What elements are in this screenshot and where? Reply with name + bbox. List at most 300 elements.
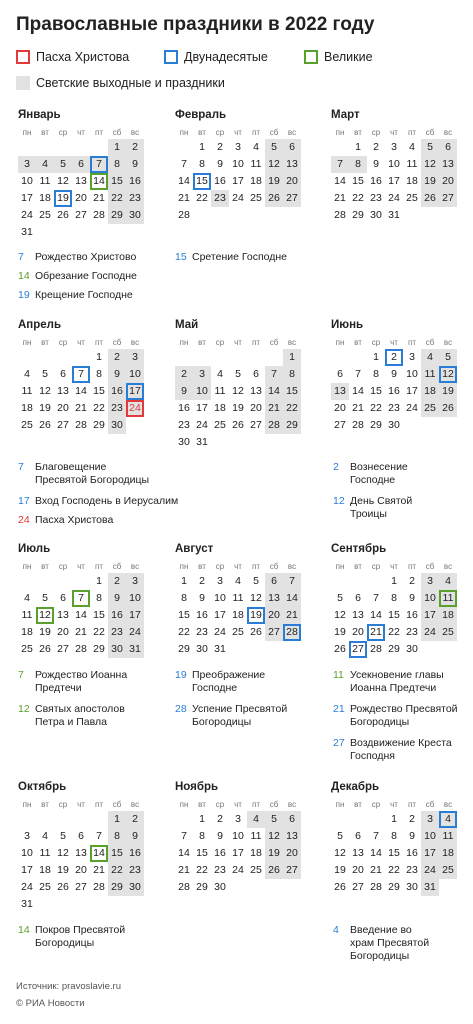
week-row: [18, 366, 144, 383]
day-cell: 23: [211, 190, 229, 207]
day-cell: 8: [199, 830, 205, 842]
holiday-item: [333, 703, 472, 729]
day-cell: 16: [126, 845, 144, 862]
day-cell: 24: [126, 624, 144, 641]
empty-cell: [229, 434, 247, 451]
weekday-label: ср: [371, 127, 381, 137]
day-cell: 16: [126, 173, 144, 190]
weekday-label: ср: [58, 337, 68, 347]
weekday-header: [18, 125, 144, 139]
day-cell: 11: [232, 592, 244, 604]
day-cell: 26: [421, 190, 439, 207]
day-cell: 1: [355, 141, 361, 153]
day-cell: 25: [439, 624, 457, 641]
day-cell: 4: [421, 349, 439, 366]
day-cell: 12: [57, 847, 69, 859]
day-cell: 20: [75, 192, 87, 204]
day-cell: 26: [334, 881, 346, 893]
week-row: [331, 156, 457, 173]
day-cell: 6: [60, 368, 66, 380]
day-cell: 20: [283, 845, 301, 862]
week-row: [331, 590, 457, 607]
week-row: [331, 879, 457, 896]
day-cell: 27: [265, 624, 283, 641]
day-cell: 31: [196, 436, 208, 448]
weekday-label: вс: [287, 337, 297, 347]
weekday-label: чт: [77, 127, 85, 137]
week-row: [18, 862, 144, 879]
empty-cell: [421, 417, 439, 434]
day-cell: 7: [331, 156, 349, 173]
day-cell: 10: [21, 175, 33, 187]
day-cell: 12: [36, 607, 54, 624]
day-cell: 16: [108, 607, 126, 624]
day-cell: 18: [232, 609, 244, 621]
month-calendar: [18, 543, 144, 658]
weekday-label: пн: [179, 337, 189, 347]
week-row: [18, 349, 144, 366]
day-cell: 22: [93, 626, 105, 638]
day-cell: 5: [42, 592, 48, 604]
month-name: Июль: [18, 543, 51, 555]
day-cell: 5: [253, 575, 259, 587]
weekday-header: [331, 125, 457, 139]
week-row: [18, 573, 144, 590]
day-cell: 23: [108, 400, 126, 417]
page-title: Православные праздники в 2022 году: [16, 14, 375, 35]
week-row: [18, 383, 144, 400]
day-cell: 6: [72, 156, 90, 173]
holiday-item: [18, 924, 155, 950]
empty-cell: [18, 573, 36, 590]
day-cell: 26: [57, 881, 69, 893]
day-cell: 22: [352, 192, 364, 204]
day-cell: 10: [193, 383, 211, 400]
week-row: [175, 383, 301, 400]
day-cell: 25: [21, 643, 33, 655]
day-cell: 28: [370, 881, 382, 893]
holiday-date: 17: [18, 495, 30, 507]
day-cell: 9: [409, 592, 415, 604]
week-row: [175, 607, 301, 624]
day-cell: 19: [421, 173, 439, 190]
day-cell: 7: [96, 830, 102, 842]
empty-cell: [247, 641, 265, 658]
day-cell: 6: [265, 573, 283, 590]
day-cell: 21: [75, 626, 87, 638]
day-cell: 8: [283, 366, 301, 383]
week-row: [331, 607, 457, 624]
day-cell: 7: [373, 830, 379, 842]
weekday-label: вт: [198, 337, 206, 347]
holiday-name: Рождество Христово: [35, 251, 137, 263]
day-cell: 21: [367, 624, 385, 641]
empty-cell: [283, 207, 301, 224]
empty-cell: [349, 349, 367, 366]
day-cell: 28: [283, 624, 301, 641]
week-row: [331, 207, 457, 224]
day-cell: 17: [21, 192, 33, 204]
source-text: Источник: pravoslavie.ru: [16, 981, 121, 992]
empty-cell: [90, 224, 108, 241]
day-cell: 27: [57, 419, 69, 431]
day-cell: 16: [196, 609, 208, 621]
empty-cell: [54, 573, 72, 590]
week-row: [175, 349, 301, 366]
day-cell: 2: [108, 349, 126, 366]
weekday-label: вс: [287, 799, 297, 809]
holiday-date: 15: [175, 251, 187, 263]
empty-cell: [265, 879, 283, 896]
day-cell: 15: [193, 173, 211, 190]
day-cell: 15: [196, 847, 208, 859]
weekday-header: [175, 125, 301, 139]
copyright-text: © РИА Новости: [16, 998, 85, 1009]
weekday-header: [331, 797, 457, 811]
day-cell: 11: [421, 366, 439, 383]
day-cell: 15: [108, 173, 126, 190]
day-cell: 25: [250, 864, 262, 876]
day-cell: 20: [265, 607, 283, 624]
day-cell: 22: [93, 402, 105, 414]
weekday-label: вт: [198, 561, 206, 571]
day-cell: 6: [60, 592, 66, 604]
empty-cell: [439, 879, 457, 896]
day-cell: 18: [250, 175, 262, 187]
day-cell: 9: [391, 368, 397, 380]
day-cell: 28: [75, 419, 87, 431]
day-cell: 2: [217, 813, 223, 825]
holiday-name: Пасха Христова: [35, 514, 114, 526]
weekday-label: ср: [215, 799, 225, 809]
day-cell: 22: [388, 626, 400, 638]
day-cell: 30: [196, 643, 208, 655]
month-name: Февраль: [175, 109, 227, 121]
empty-cell: [108, 896, 126, 913]
weekday-label: вт: [41, 337, 49, 347]
empty-cell: [54, 896, 72, 913]
legend-label: Двунадесятые: [184, 50, 268, 64]
empty-cell: [211, 207, 229, 224]
week-row: [331, 173, 457, 190]
weekday-label: вс: [443, 799, 453, 809]
day-cell: 13: [265, 590, 283, 607]
day-cell: 26: [265, 190, 283, 207]
day-cell: 25: [439, 862, 457, 879]
week-row: [331, 349, 457, 366]
weekday-label: вт: [354, 127, 362, 137]
day-cell: 2: [126, 139, 144, 156]
weekday-label: ср: [58, 561, 68, 571]
weekday-label: ср: [215, 337, 225, 347]
day-cell: 11: [39, 175, 51, 187]
weekday-label: вт: [41, 799, 49, 809]
weekday-label: сб: [269, 799, 279, 809]
day-cell: 16: [214, 847, 226, 859]
week-row: [18, 590, 144, 607]
day-cell: 5: [421, 139, 439, 156]
day-cell: 29: [283, 417, 301, 434]
day-cell: 12: [439, 366, 457, 383]
day-cell: 16: [108, 383, 126, 400]
day-cell: 28: [75, 643, 87, 655]
week-row: [175, 811, 301, 828]
holiday-item: [18, 270, 155, 283]
day-cell: 19: [247, 607, 265, 624]
day-cell: 1: [199, 141, 205, 153]
weekday-label: пн: [335, 561, 345, 571]
week-row: [175, 879, 301, 896]
month-name: Май: [175, 319, 199, 331]
day-cell: 19: [334, 864, 346, 876]
day-cell: 21: [265, 400, 283, 417]
day-cell: 24: [126, 400, 144, 417]
holiday-date: 11: [333, 669, 344, 681]
day-cell: 24: [388, 192, 400, 204]
weekday-label: пн: [335, 337, 345, 347]
day-cell: 9: [373, 158, 379, 170]
empty-cell: [211, 349, 229, 366]
weekday-header: [18, 797, 144, 811]
day-cell: 2: [126, 811, 144, 828]
empty-cell: [265, 207, 283, 224]
day-cell: 17: [388, 175, 400, 187]
day-cell: 26: [232, 419, 244, 431]
week-row: [18, 811, 144, 828]
holiday-date: 27: [333, 737, 345, 749]
day-cell: 28: [178, 881, 190, 893]
day-cell: 27: [57, 643, 69, 655]
day-cell: 16: [370, 175, 382, 187]
day-cell: 3: [235, 813, 241, 825]
week-row: [18, 417, 144, 434]
empty-cell: [331, 573, 349, 590]
empty-cell: [247, 434, 265, 451]
day-cell: 23: [370, 192, 382, 204]
day-cell: 13: [57, 609, 69, 621]
day-cell: 31: [421, 879, 439, 896]
day-cell: 28: [93, 209, 105, 221]
holiday-date: 7: [18, 669, 24, 681]
day-cell: 11: [250, 158, 262, 170]
holiday-date: 21: [333, 703, 345, 715]
weekday-label: пн: [179, 799, 189, 809]
empty-cell: [247, 879, 265, 896]
day-cell: 26: [39, 643, 51, 655]
legend-easter: [16, 50, 129, 64]
day-cell: 8: [391, 830, 397, 842]
weekday-label: пн: [335, 127, 345, 137]
day-cell: 25: [39, 209, 51, 221]
day-cell: 27: [349, 641, 367, 658]
empty-cell: [175, 811, 193, 828]
day-cell: 7: [373, 592, 379, 604]
empty-cell: [72, 573, 90, 590]
day-cell: 14: [370, 609, 382, 621]
day-cell: 3: [193, 366, 211, 383]
day-cell: 21: [178, 864, 190, 876]
day-cell: 14: [90, 845, 108, 862]
day-cell: 23: [406, 864, 418, 876]
month-name: Сентябрь: [331, 543, 387, 555]
empty-cell: [36, 573, 54, 590]
week-row: [18, 607, 144, 624]
day-cell: 29: [352, 209, 364, 221]
holiday-name: Успение Пресвятой Богородицы: [192, 703, 288, 728]
holiday-name: Преображение Господне: [192, 669, 266, 694]
day-cell: 13: [331, 383, 349, 400]
empty-cell: [367, 811, 385, 828]
empty-cell: [90, 896, 108, 913]
day-cell: 22: [108, 190, 126, 207]
week-row: [331, 400, 457, 417]
day-cell: 6: [78, 830, 84, 842]
empty-cell: [175, 349, 193, 366]
day-cell: 15: [388, 609, 400, 621]
day-cell: 15: [388, 847, 400, 859]
weekday-label: вс: [443, 561, 453, 571]
day-cell: 19: [232, 402, 244, 414]
day-cell: 18: [439, 607, 457, 624]
day-cell: 30: [108, 641, 126, 658]
weekday-label: вс: [130, 337, 140, 347]
day-cell: 13: [352, 609, 364, 621]
empty-cell: [36, 811, 54, 828]
holiday-date: 19: [175, 669, 187, 681]
day-cell: 15: [178, 609, 190, 621]
weekday-label: чт: [234, 561, 242, 571]
day-cell: 11: [21, 609, 33, 621]
day-cell: 8: [373, 368, 379, 380]
day-cell: 4: [36, 156, 54, 173]
weekday-label: сб: [112, 799, 122, 809]
day-cell: 1: [283, 349, 301, 366]
day-cell: 11: [406, 158, 418, 170]
weekday-header: [331, 559, 457, 573]
day-cell: 10: [126, 590, 144, 607]
day-cell: 17: [421, 607, 439, 624]
weekday-header: [175, 559, 301, 573]
day-cell: 19: [265, 173, 283, 190]
day-cell: 30: [214, 881, 226, 893]
day-cell: 12: [232, 385, 244, 397]
holiday-name: Покров Пресвятой Богородицы: [35, 924, 126, 949]
weekday-label: ср: [58, 127, 68, 137]
day-cell: 2: [409, 575, 415, 587]
weekday-label: пт: [95, 799, 103, 809]
weekday-label: пт: [95, 561, 103, 571]
holiday-name: День Святой Троицы: [350, 495, 413, 520]
day-cell: 27: [75, 209, 87, 221]
week-row: [18, 173, 144, 190]
month-calendar: [331, 781, 457, 896]
legend-label: Великие: [324, 50, 373, 64]
day-cell: 12: [250, 592, 262, 604]
day-cell: 30: [126, 879, 144, 896]
week-row: [331, 573, 457, 590]
weekday-header: [18, 335, 144, 349]
day-cell: 3: [235, 141, 241, 153]
day-cell: 21: [370, 864, 382, 876]
week-row: [331, 862, 457, 879]
legend-secular: [16, 76, 225, 90]
day-cell: 24: [214, 626, 226, 638]
weekday-label: пн: [179, 561, 189, 571]
day-cell: 22: [283, 400, 301, 417]
week-row: [18, 879, 144, 896]
day-cell: 1: [391, 813, 397, 825]
day-cell: 2: [373, 141, 379, 153]
day-cell: 25: [250, 192, 262, 204]
month-name: Октябрь: [18, 781, 67, 793]
empty-cell: [54, 139, 72, 156]
day-cell: 4: [24, 368, 30, 380]
weekday-label: вс: [287, 127, 297, 137]
empty-cell: [439, 641, 457, 658]
legend-label: Светские выходные и праздники: [36, 76, 225, 90]
day-cell: 4: [42, 830, 48, 842]
weekday-label: пн: [22, 561, 32, 571]
weekday-label: чт: [77, 799, 85, 809]
day-cell: 27: [439, 190, 457, 207]
empty-cell: [331, 811, 349, 828]
weekday-label: ср: [215, 127, 225, 137]
day-cell: 21: [93, 192, 105, 204]
week-row: [18, 624, 144, 641]
weekday-label: сб: [269, 337, 279, 347]
week-row: [175, 624, 301, 641]
holiday-item: [333, 495, 440, 521]
weekday-label: вт: [198, 127, 206, 137]
holiday-item: [175, 669, 302, 695]
weekday-header: [331, 335, 457, 349]
day-cell: 5: [54, 156, 72, 173]
weekday-label: пн: [335, 799, 345, 809]
day-cell: 26: [39, 419, 51, 431]
day-cell: 21: [178, 192, 190, 204]
day-cell: 18: [21, 626, 33, 638]
day-cell: 18: [39, 864, 51, 876]
holiday-date: 19: [18, 289, 30, 301]
weekday-header: [175, 797, 301, 811]
empty-cell: [126, 896, 144, 913]
day-cell: 23: [406, 626, 418, 638]
day-cell: 16: [178, 402, 190, 414]
empty-cell: [108, 224, 126, 241]
day-cell: 3: [18, 156, 36, 173]
weekday-header: [175, 335, 301, 349]
week-row: [331, 828, 457, 845]
day-cell: 29: [196, 881, 208, 893]
day-cell: 4: [247, 811, 265, 828]
day-cell: 9: [199, 592, 205, 604]
day-cell: 11: [39, 847, 51, 859]
weekday-label: пт: [252, 127, 260, 137]
day-cell: 10: [214, 592, 226, 604]
day-cell: 13: [57, 385, 69, 397]
empty-cell: [283, 434, 301, 451]
week-row: [175, 434, 301, 451]
weekday-label: ср: [215, 561, 225, 571]
day-cell: 14: [334, 175, 346, 187]
day-cell: 11: [21, 385, 33, 397]
day-cell: 30: [126, 207, 144, 224]
week-row: [175, 173, 301, 190]
month-name: Январь: [18, 109, 61, 121]
day-cell: 5: [42, 368, 48, 380]
day-cell: 7: [283, 573, 301, 590]
day-cell: 28: [370, 643, 382, 655]
